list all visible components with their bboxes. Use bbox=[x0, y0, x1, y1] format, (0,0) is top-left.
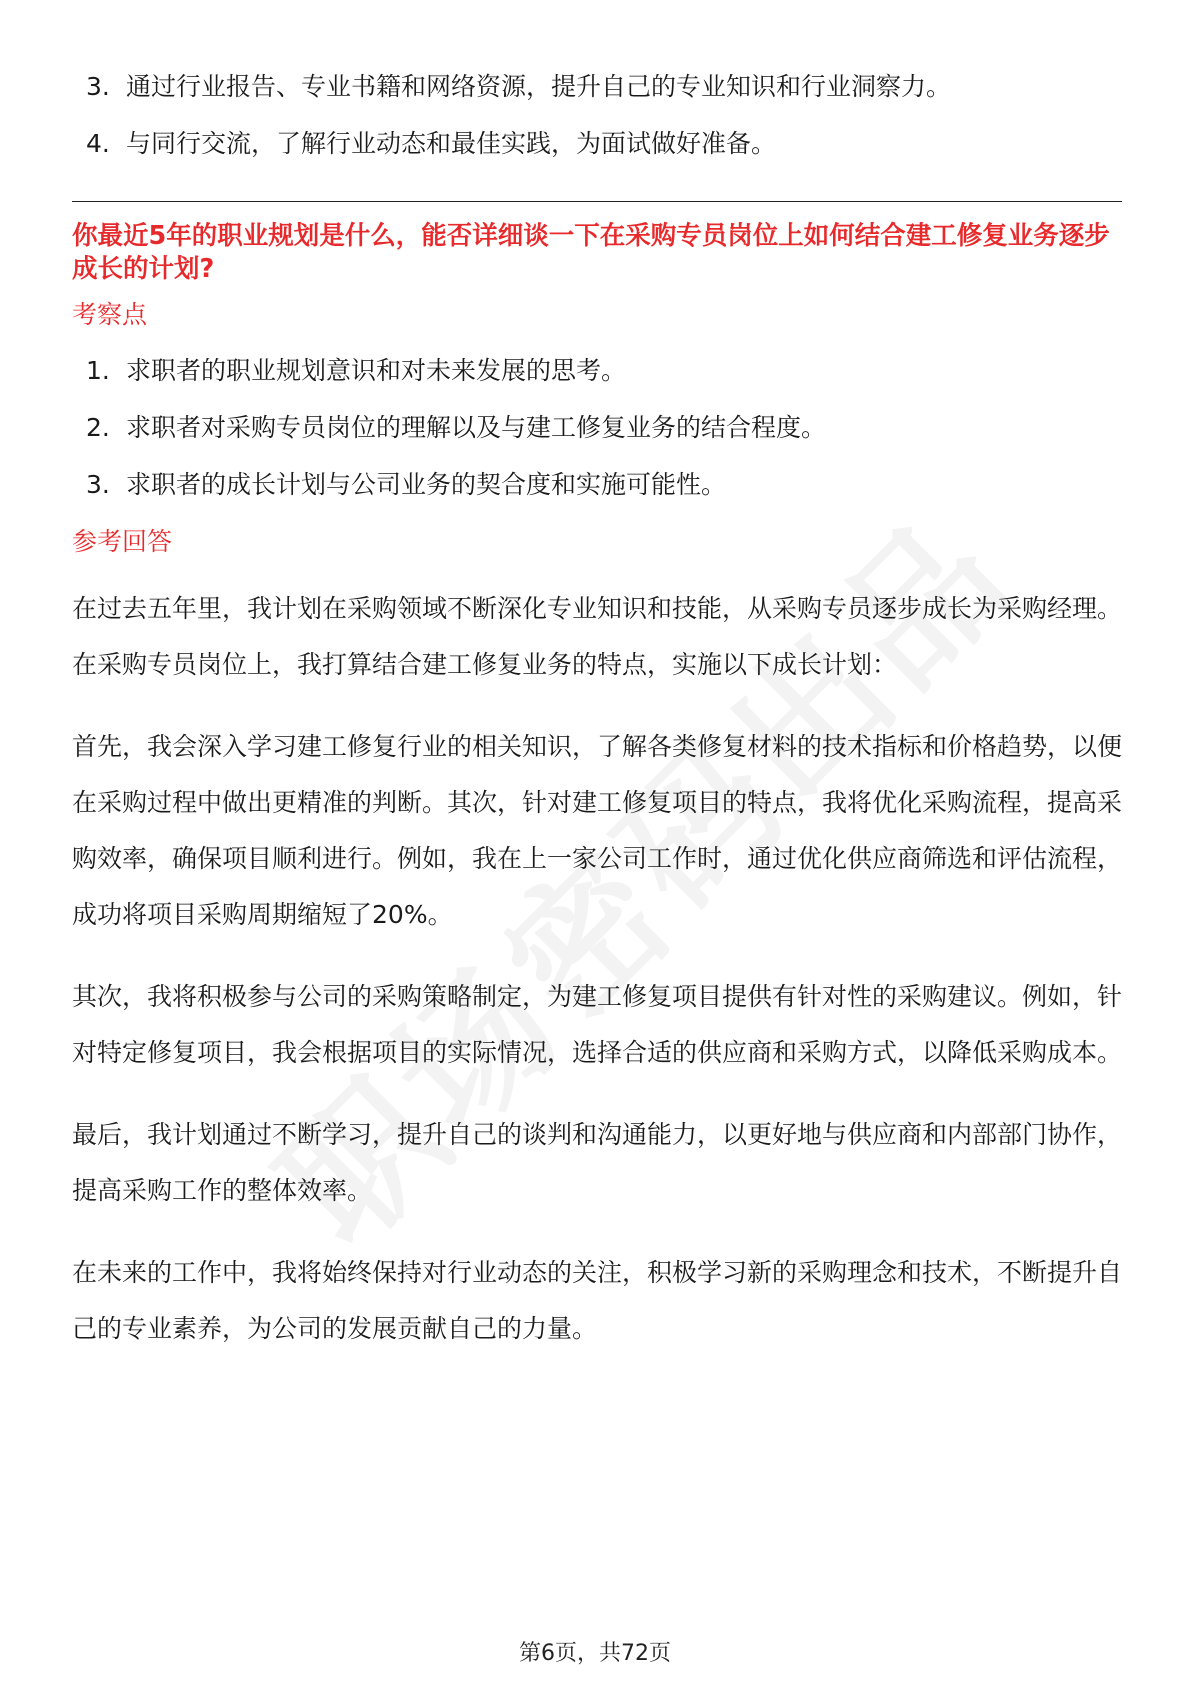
answer-paragraph: 在未来的工作中，我将始终保持对行业动态的关注，积极学习新的采购理念和技术，不断提升自己的专业素养，为公司的发展贡献自己的力量。 bbox=[72, 1258, 1123, 1343]
answer-heading: 参考回答 bbox=[72, 527, 173, 556]
answer-paragraph: 在过去五年里，我计划在采购领域不断深化专业知识和技能，从采购专员逐步成长为采购经理。在采购专员岗位上，我打算结合建工修复业务的特点，实施以下成长计划： bbox=[72, 594, 1123, 679]
list-item: 3. 通过行业报告、专业书籍和网络资源，提升自己的专业知识和行业洞察力。 bbox=[86, 72, 952, 101]
list-item: 1. 求职者的职业规划意识和对未来发展的思考。 bbox=[86, 356, 627, 385]
list-item: 4. 与同行交流，了解行业动态和最佳实践，为面试做好准备。 bbox=[86, 129, 777, 158]
answer-paragraph: 首先，我会深入学习建工修复行业的相关知识，了解各类修复材料的技术指标和价格趋势，以便在采购过程中做出更精准的判断。其次，针对建工修复项目的特点，我将优化采购流程，提高采购效率，确保项目顺利进行。例如，我在上一家公司工作时，通过优化供应商筛选和评估流程，成功将项目采购周期缩短了20%。 bbox=[72, 732, 1123, 929]
answer-paragraph: 最后，我计划通过不断学习，提升自己的谈判和沟通能力，以更好地与供应商和内部部门协作，提高采购工作的整体效率。 bbox=[72, 1120, 1123, 1205]
examine-list bbox=[72, 354, 1122, 502]
section-divider bbox=[72, 201, 1122, 202]
answer-paragraph: 其次，我将积极参与公司的采购策略制定，为建工修复项目提供有针对性的采购建议。例如，针对特定修复项目，我会根据项目的实际情况，选择合适的供应商和采购方式，以降低采购成本。 bbox=[72, 982, 1123, 1067]
examine-heading: 考察点 bbox=[72, 300, 148, 329]
page-content bbox=[72, 70, 1122, 1383]
interview-question: 你最近5年的职业规划是什么，能否详细谈一下在采购专员岗位上如何结合建工修复业务逐步成长的计划? bbox=[72, 221, 1110, 284]
list-item: 3. 求职者的成长计划与公司业务的契合度和实施可能性。 bbox=[86, 470, 727, 499]
list-item: 2. 求职者对采购专员岗位的理解以及与建工修复业务的结合程度。 bbox=[86, 413, 827, 442]
continued-list bbox=[72, 70, 1122, 161]
page-footer: 第6页，共72页 bbox=[519, 1641, 671, 1666]
